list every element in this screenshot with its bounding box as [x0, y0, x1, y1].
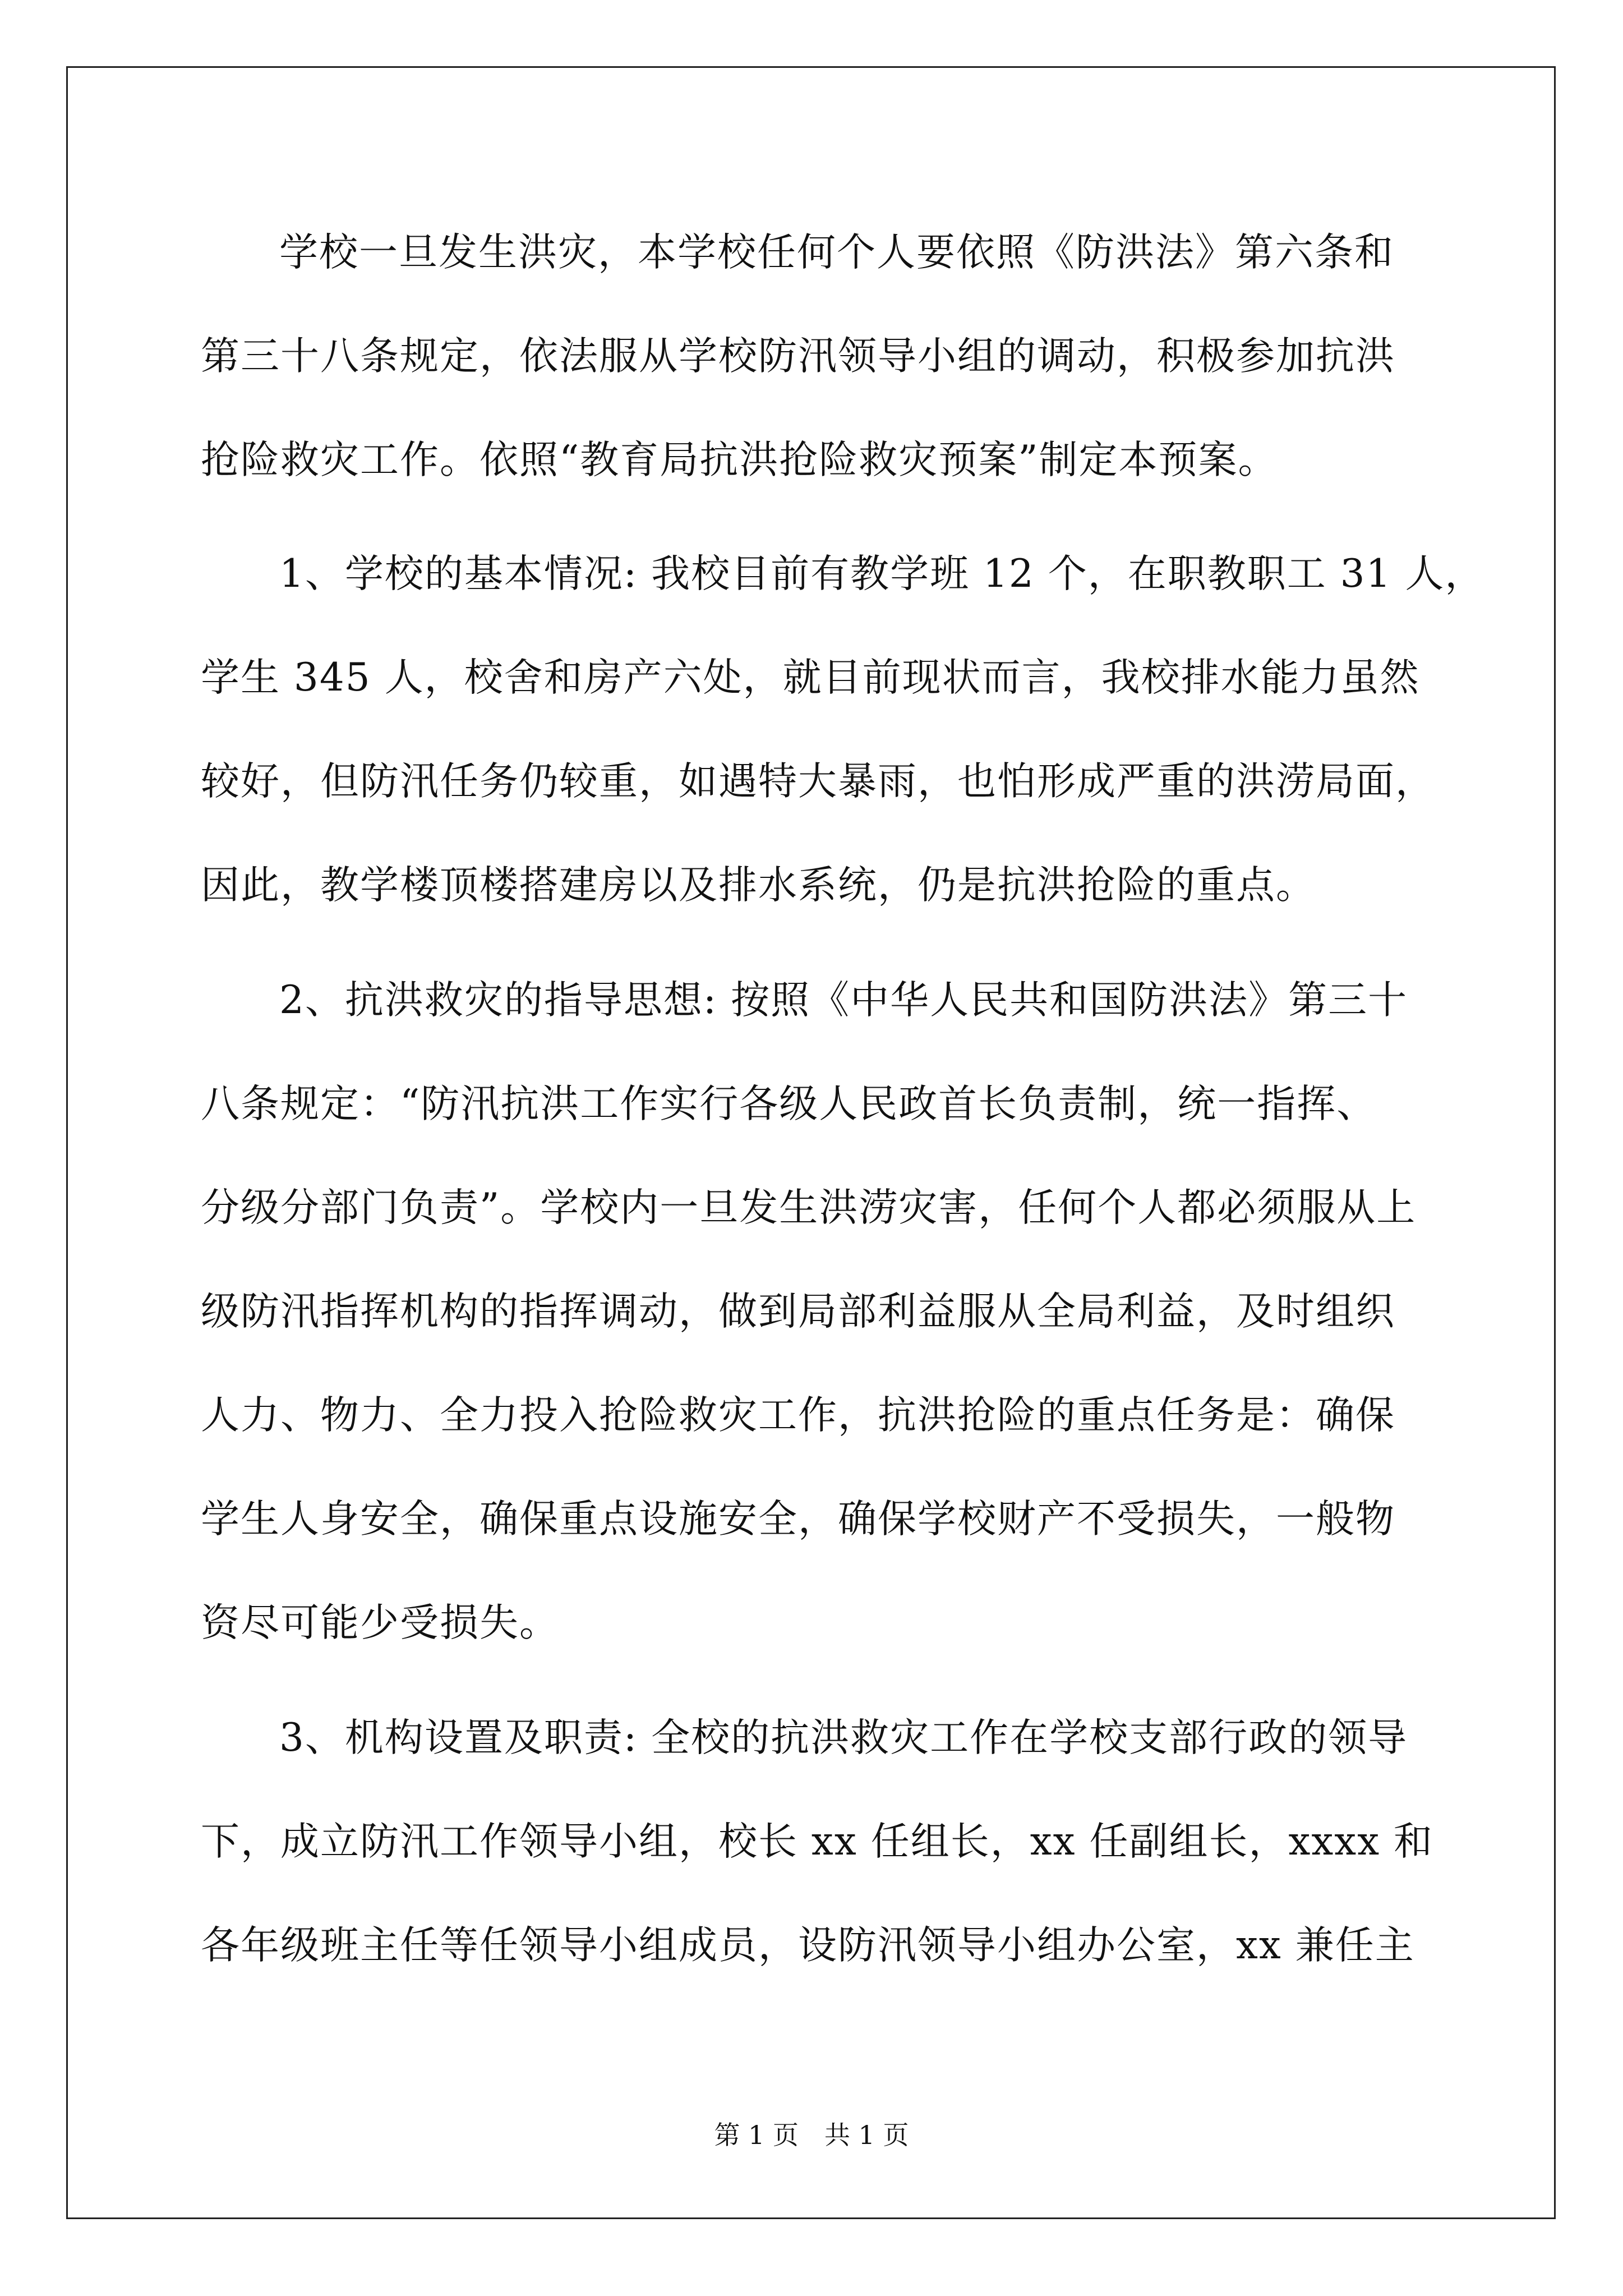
- paragraph-2-line-1: 1、学校的基本情况: 我校目前有教学班 12 个，在职教职工 31 人，: [279, 551, 1485, 596]
- page-footer: 第 1 页 共 1 页: [714, 2120, 909, 2150]
- paragraph-3-line-5: 人力、物力、全力投入抢险救灾工作，抗洪抢险的重点任务是：确保: [201, 1393, 1395, 1438]
- paragraph-1-line-3: 抢险救灾工作。依照“教育局抗洪抢险救灾预案”制定本预案。: [201, 438, 1278, 482]
- paragraph-2-line-4: 因此，教学楼顶楼搭建房以及排水系统，仍是抗洪抢险的重点。: [201, 863, 1316, 908]
- paragraph-4-line-2: 下，成立防汛工作领导小组，校长 xx 任组长，xx 任副组长，xxxx 和: [201, 1819, 1434, 1864]
- paragraph-3-line-1: 2、抗洪救灾的指导思想: 按照《中华人民共和国防洪法》第三十: [279, 978, 1408, 1023]
- paragraph-3-line-3: 分级分部门负责”。学校内一旦发生洪涝灾害，任何个人都必须服从上: [201, 1185, 1417, 1230]
- paragraph-4-line-1: 3、机构设置及职责: 全校的抗洪救灾工作在学校支部行政的领导: [279, 1715, 1408, 1760]
- paragraph-2-line-2: 学生 345 人，校舍和房产六处，就目前现状而言，我校排水能力虽然: [201, 655, 1420, 700]
- paragraph-3-line-6: 学生人身安全，确保重点设施安全，确保学校财产不受损失，一般物: [201, 1497, 1395, 1542]
- paragraph-1-line-2: 第三十八条规定，依法服从学校防汛领导小组的调动，积极参加抗洪: [201, 334, 1395, 379]
- paragraph-2-line-3: 较好，但防汛任务仍较重，如遇特大暴雨，也怕形成严重的洪涝局面，: [201, 759, 1435, 804]
- paragraph-1-line-1: 学校一旦发生洪灾，本学校任何个人要依照《防洪法》第六条和: [279, 230, 1394, 275]
- paragraph-4-line-3: 各年级班主任等任领导小组成员，设防汛领导小组办公室，xx 兼任主: [201, 1923, 1415, 1968]
- paragraph-3-line-7: 资尽可能少受损失。: [201, 1600, 559, 1645]
- paragraph-3-line-2: 八条规定：“防汛抗洪工作实行各级人民政首长负责制，统一指挥、: [201, 1082, 1377, 1126]
- paragraph-3-line-4: 级防汛指挥机构的指挥调动，做到局部利益服从全局利益，及时组织: [201, 1289, 1395, 1334]
